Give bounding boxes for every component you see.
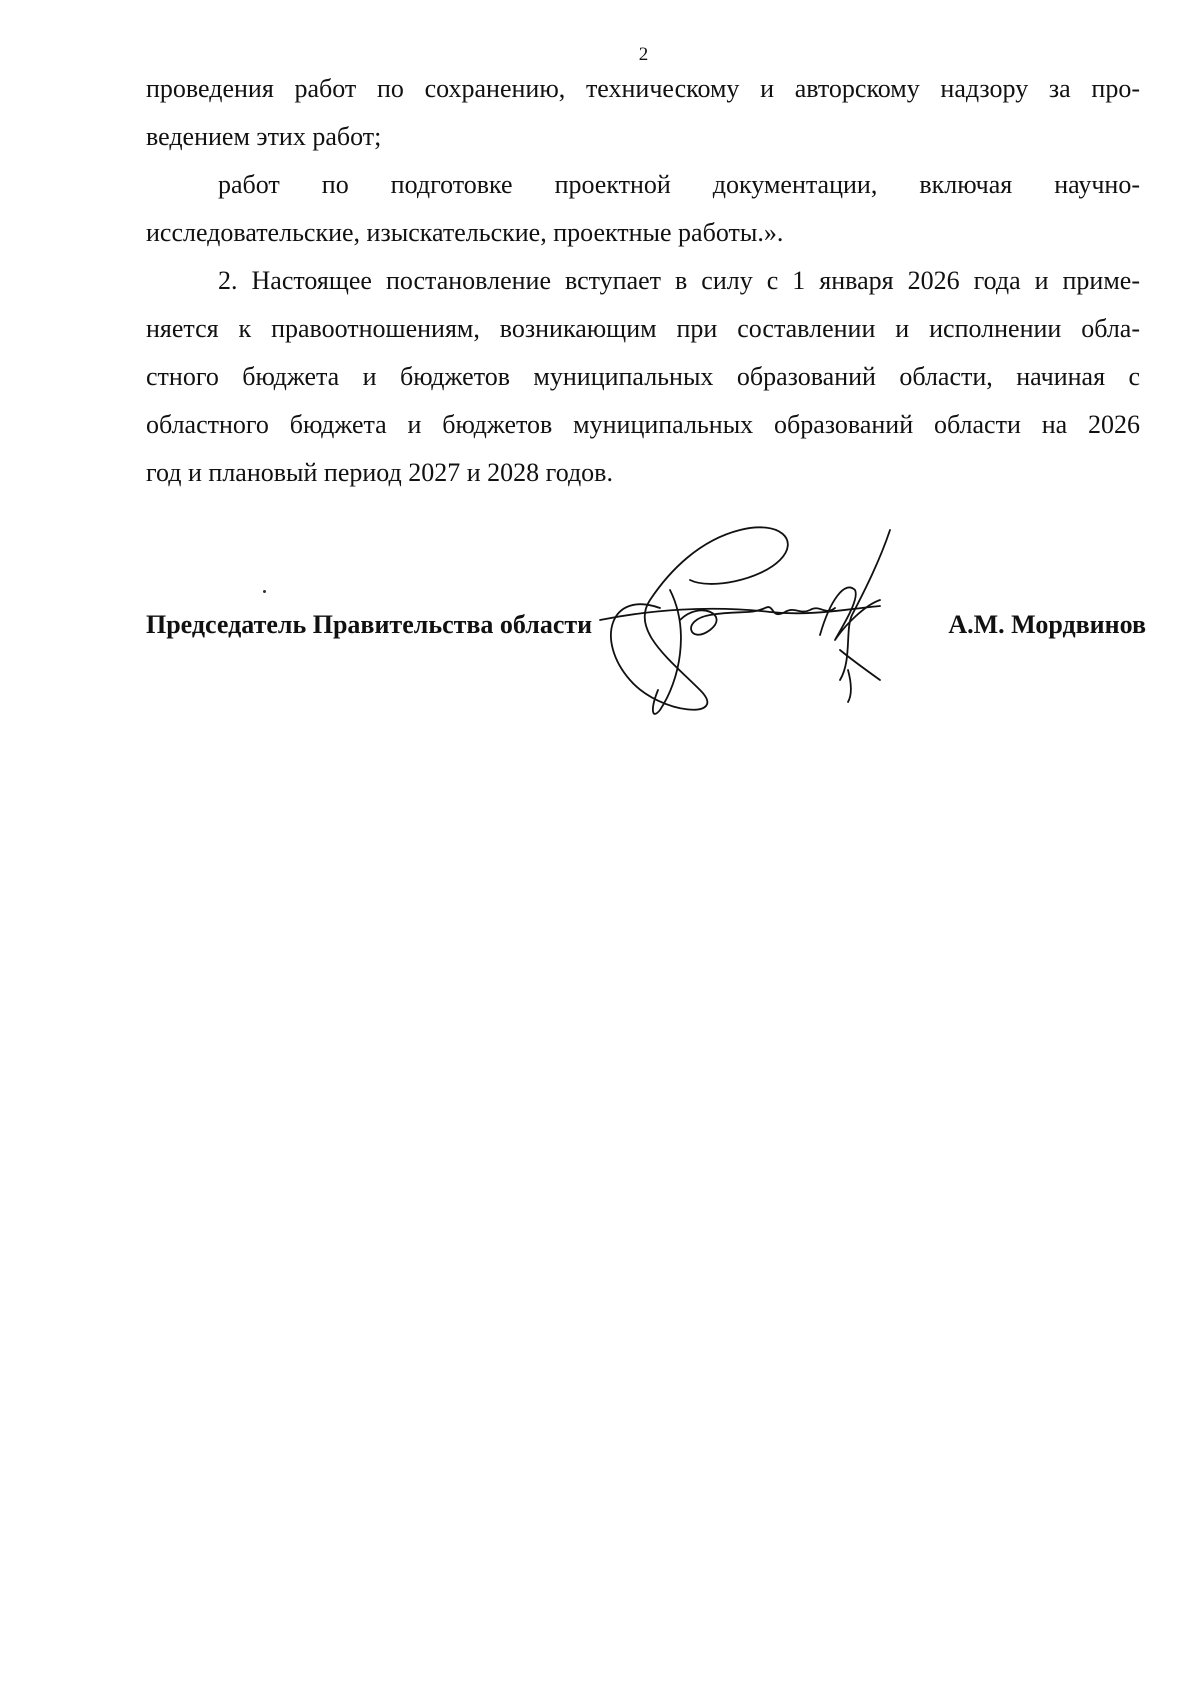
body-line: исследовательские, изыскательские, проектные работы.».	[146, 218, 784, 247]
body-line: ведением этих работ;	[146, 122, 382, 151]
signer-name: А.М. Мордвинов	[948, 610, 1146, 639]
signer-position: Председатель Правительства области	[146, 610, 593, 639]
scan-speck	[263, 590, 266, 593]
body-line: работ по подготовке проектной документации, включая научно-	[218, 170, 1140, 199]
body-line: няется к правоотношениям, возникающим при составлении и исполнении обла-	[146, 314, 1140, 343]
handwritten-signature	[590, 520, 950, 730]
page-number: 2	[638, 44, 649, 65]
body-line: 2. Настоящее постановление вступает в силу с 1 января 2026 года и приме-	[218, 266, 1140, 295]
body-line: стного бюджета и бюджетов муниципальных образований области, начиная с	[146, 362, 1140, 391]
body-line: проведения работ по сохранению, техническому и авторскому надзору за про-	[146, 74, 1140, 103]
body-line: областного бюджета и бюджетов муниципальных образований области на 2026	[146, 410, 1140, 439]
body-line: год и плановый период 2027 и 2028 годов.	[146, 458, 613, 487]
